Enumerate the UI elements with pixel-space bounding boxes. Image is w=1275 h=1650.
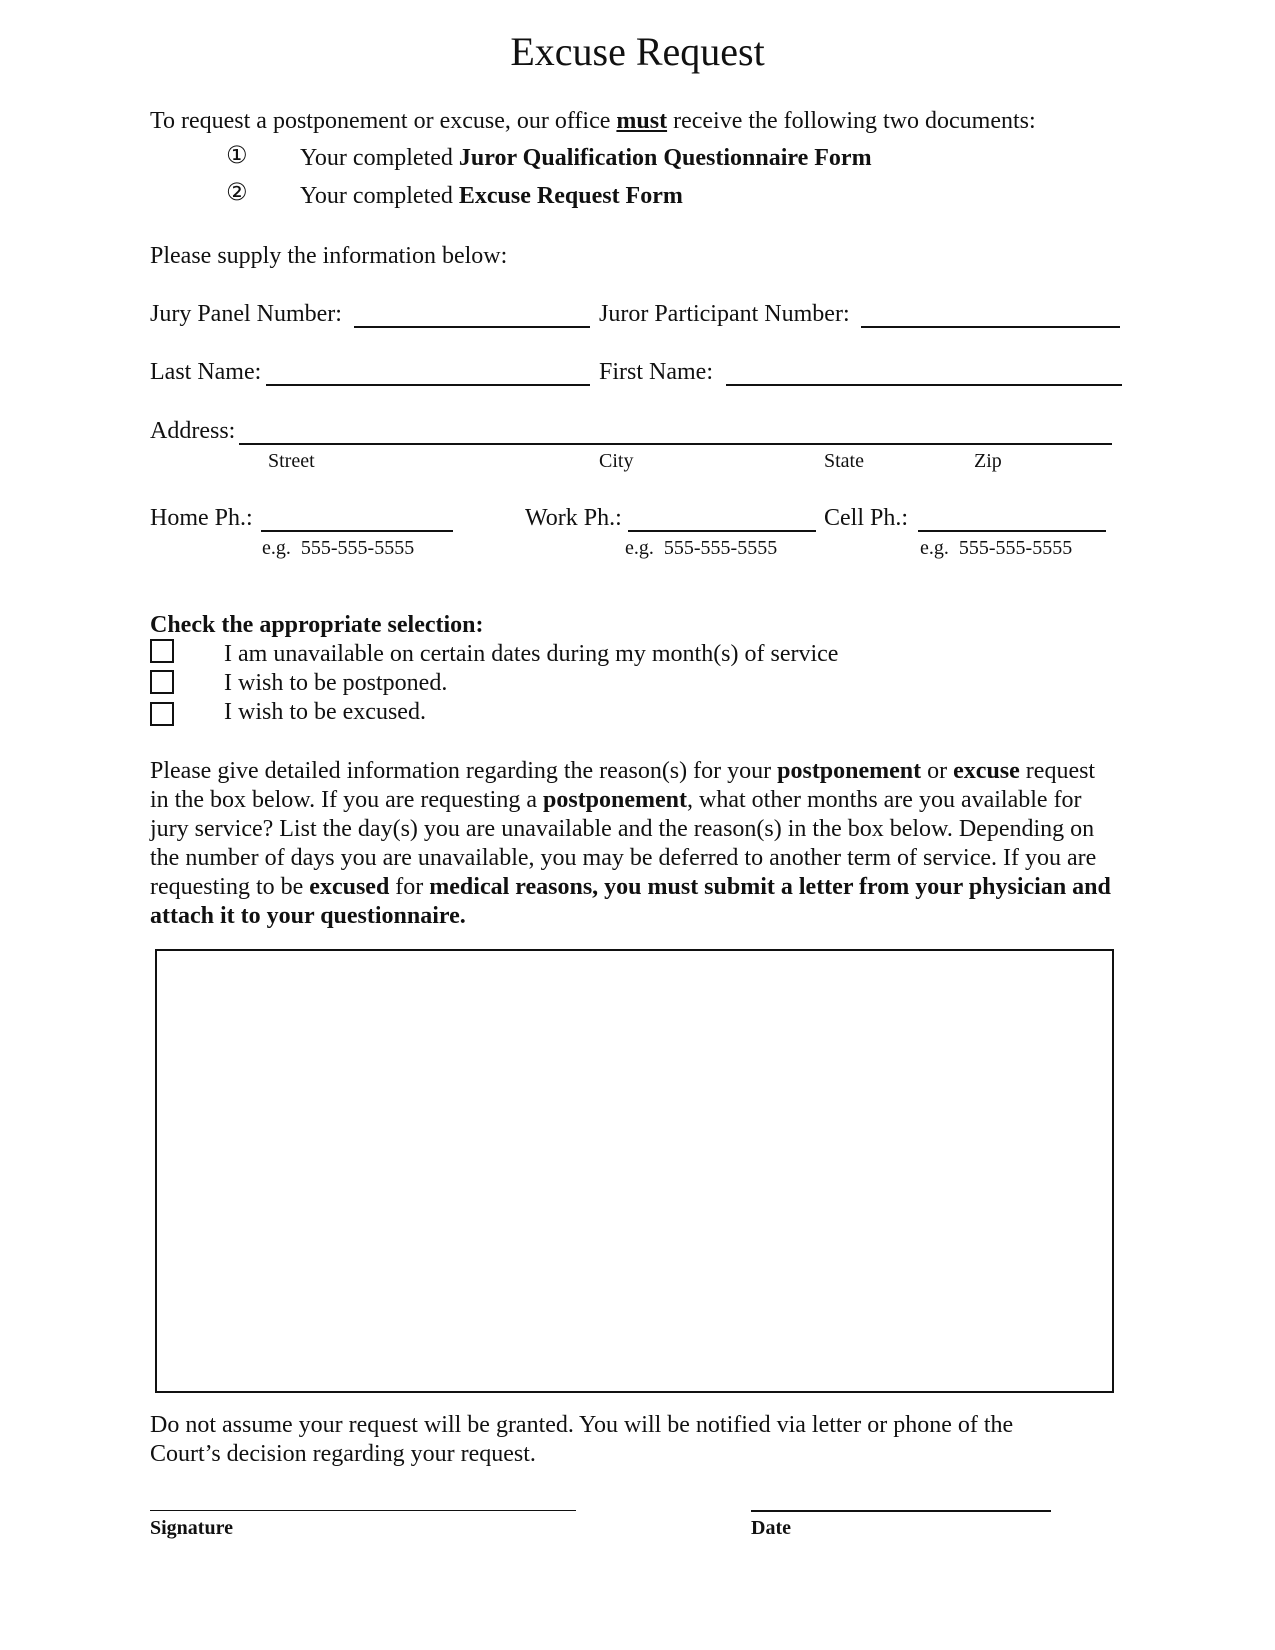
- instructions-line-4: the number of days you are unavailable, you may be deferred to another term of service. If you are: [150, 845, 1097, 871]
- instructions-emphasis: medical reasons, you must submit a letter from your physician and: [429, 874, 1111, 900]
- instructions-line-2: [150, 786, 1082, 814]
- supply-text: Please supply the information below:: [150, 243, 508, 269]
- jury-panel-label: Jury Panel Number:: [150, 301, 342, 327]
- document-prefix: Your completed: [300, 145, 459, 171]
- work-phone-label: Work Ph.:: [525, 505, 622, 531]
- instructions-line-5: [150, 873, 1111, 901]
- home-phone-label: Home Ph.:: [150, 505, 253, 531]
- date-line[interactable]: [751, 1510, 1051, 1512]
- document-item-2: [300, 182, 683, 210]
- first-name-field[interactable]: [726, 384, 1122, 386]
- date-label: Date: [751, 1517, 791, 1539]
- last-name-field[interactable]: [266, 384, 590, 386]
- address-label: Address:: [150, 418, 236, 444]
- document-marker-2: ②: [226, 178, 248, 206]
- notice-line-1: Do not assume your request will be granted. You will be notified via letter or phone of the: [150, 1412, 1014, 1438]
- first-name-label: First Name:: [599, 359, 713, 385]
- intro-emphasis: must: [616, 108, 668, 134]
- address-street-caption: Street: [268, 450, 315, 472]
- address-city-caption: City: [599, 450, 634, 472]
- reason-text-box[interactable]: [155, 949, 1114, 1393]
- page-title: Excuse Request: [510, 29, 765, 74]
- instructions-text: Please give detailed information regarding the reason(s) for your: [150, 758, 778, 784]
- work-phone-example: e.g. 555-555-5555: [625, 537, 778, 559]
- instructions-emphasis: postponement: [777, 758, 922, 784]
- cell-phone-field[interactable]: [918, 530, 1106, 532]
- checkbox-unavailable-dates[interactable]: [150, 639, 174, 663]
- option-excused: I wish to be excused.: [224, 699, 426, 725]
- instructions-line-1: [150, 757, 1095, 785]
- cell-phone-label: Cell Ph.:: [824, 505, 909, 531]
- document-prefix: Your completed: [300, 183, 459, 209]
- instructions-emphasis: postponement: [543, 787, 688, 813]
- checkbox-excused[interactable]: [150, 702, 174, 726]
- document-item-1: [300, 144, 872, 172]
- intro-after: receive the following two documents:: [667, 108, 1036, 134]
- instructions-text: or: [921, 758, 954, 784]
- address-zip-caption: Zip: [974, 450, 1002, 472]
- selection-heading: Check the appropriate selection:: [150, 612, 484, 638]
- home-phone-example: e.g. 555-555-5555: [262, 537, 415, 559]
- instructions-line-3: jury service? List the day(s) you are unavailable and the reason(s) in the box below. Depending on: [150, 816, 1095, 842]
- home-phone-field[interactable]: [261, 530, 453, 532]
- instructions-text: for: [389, 874, 430, 900]
- document-name: Excuse Request Form: [458, 183, 683, 209]
- signature-label: Signature: [150, 1517, 233, 1539]
- instructions-emphasis: excuse: [953, 758, 1020, 784]
- juror-participant-label: Juror Participant Number:: [599, 301, 850, 327]
- address-state-caption: State: [824, 450, 864, 472]
- instructions-text: request: [1019, 758, 1096, 784]
- instructions-line-6: attach it to your questionnaire.: [150, 903, 466, 929]
- instructions-text: in the box below. If you are requesting a: [150, 787, 543, 813]
- intro-before: To request a postponement or excuse, our office: [150, 108, 617, 134]
- instructions-text: requesting to be: [150, 874, 310, 900]
- instructions-text: , what other months are you available for: [687, 787, 1082, 813]
- signature-line[interactable]: [150, 1510, 576, 1511]
- work-phone-field[interactable]: [628, 530, 816, 532]
- intro-text: [150, 107, 1036, 135]
- jury-panel-field[interactable]: [354, 326, 590, 328]
- cell-phone-example: e.g. 555-555-5555: [920, 537, 1073, 559]
- option-postponed: I wish to be postponed.: [224, 670, 448, 696]
- document-marker-1: ①: [226, 141, 248, 169]
- option-unavailable-dates: I am unavailable on certain dates during my month(s) of service: [224, 641, 839, 667]
- notice-line-2: Court’s decision regarding your request.: [150, 1441, 536, 1467]
- instructions-emphasis: excused: [309, 874, 390, 900]
- address-field[interactable]: [239, 443, 1112, 445]
- last-name-label: Last Name:: [150, 359, 262, 385]
- checkbox-postponed[interactable]: [150, 670, 174, 694]
- juror-participant-field[interactable]: [861, 326, 1120, 328]
- document-name: Juror Qualification Questionnaire Form: [458, 145, 872, 171]
